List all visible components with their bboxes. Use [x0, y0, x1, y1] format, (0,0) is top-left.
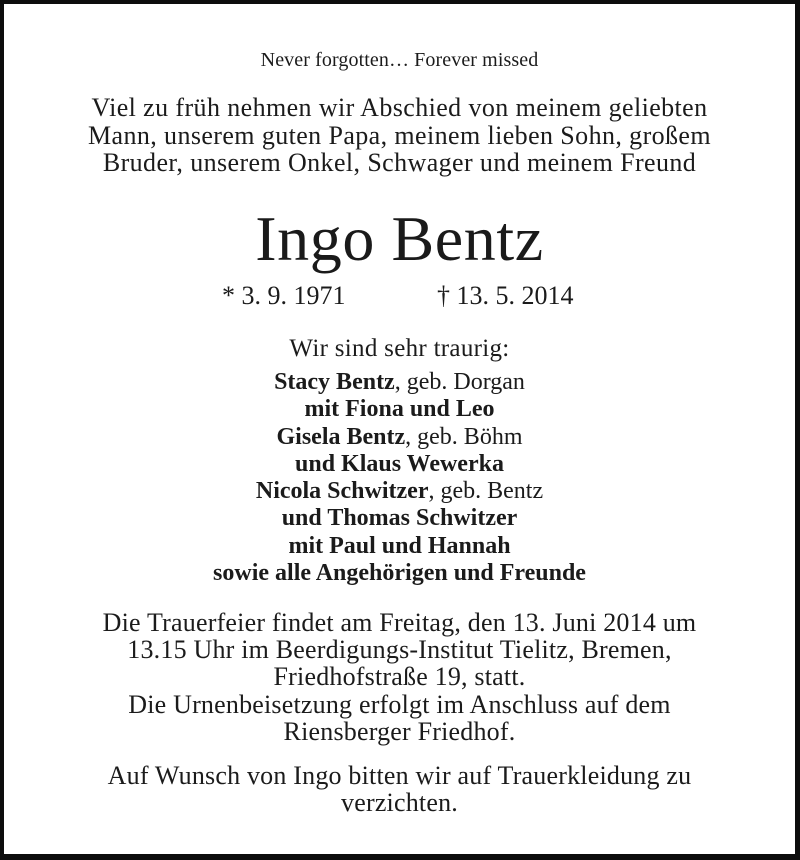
death-date: † 13. 5. 2014 — [437, 281, 574, 310]
mourner-entry — [4, 478, 795, 505]
attire-request — [4, 762, 795, 816]
ceremony-line: Die Urnenbeisetzung erfolgt im Anschluss auf dem — [128, 689, 671, 719]
mourner-name: mit Paul und Hannah — [288, 532, 511, 559]
mourner-maiden-name: , geb. Böhm — [405, 423, 523, 450]
mourners-list — [4, 369, 795, 587]
mourner-entry — [4, 505, 795, 532]
intro-line: Bruder, unserem Onkel, Schwager und meinem Freund — [102, 148, 697, 177]
mourner-maiden-name: , geb. Dorgan — [394, 369, 525, 395]
mourner-name: Nicola Schwitzer — [255, 478, 429, 505]
ceremony-line: Die Trauerfeier findet am Freitag, den 13. Juni 2014 um — [102, 608, 697, 637]
mourner-name: Stacy Bentz — [274, 369, 395, 395]
attire-request-line: verzichten. — [341, 788, 458, 818]
ceremony-details — [4, 609, 795, 745]
birth-date: * 3. 9. 1971 — [222, 281, 346, 310]
mourner-entry — [4, 560, 795, 587]
deceased-name: Ingo Bentz — [255, 203, 544, 274]
mourning-statement: Wir sind sehr traurig: — [289, 335, 510, 362]
ceremony-line: Riensberger Friedhof. — [283, 716, 516, 746]
intro-line: Viel zu früh nehmen wir Abschied von meinem geliebten — [91, 93, 708, 122]
mourner-maiden-name: , geb. Bentz — [428, 478, 544, 505]
ceremony-line: 13.15 Uhr im Beerdigungs-Institut Tielitz, Bremen, — [127, 635, 672, 665]
intro-paragraph — [4, 94, 795, 177]
life-dates — [4, 280, 795, 312]
mourner-name: sowie alle Angehörigen und Freunde — [213, 560, 586, 587]
attire-request-line: Auf Wunsch von Ingo bitten wir auf Trauerkleidung zu — [107, 761, 692, 790]
intro-line: Mann, unserem guten Papa, meinem lieben Sohn, großem — [87, 120, 711, 150]
mourner-entry — [4, 396, 795, 423]
mourner-entry — [4, 533, 795, 560]
mourner-name: und Thomas Schwitzer — [281, 505, 518, 532]
motto: Never forgotten… Forever missed — [260, 49, 539, 71]
mourner-name: Gisela Bentz — [276, 423, 406, 450]
mourner-name: mit Fiona und Leo — [304, 396, 495, 423]
ceremony-line: Friedhofstraße 19, statt. — [273, 662, 526, 692]
mourner-entry — [4, 369, 795, 396]
mourner-entry — [4, 451, 795, 478]
mourner-name: und Klaus Wewerka — [295, 450, 504, 477]
mourner-entry — [4, 424, 795, 451]
